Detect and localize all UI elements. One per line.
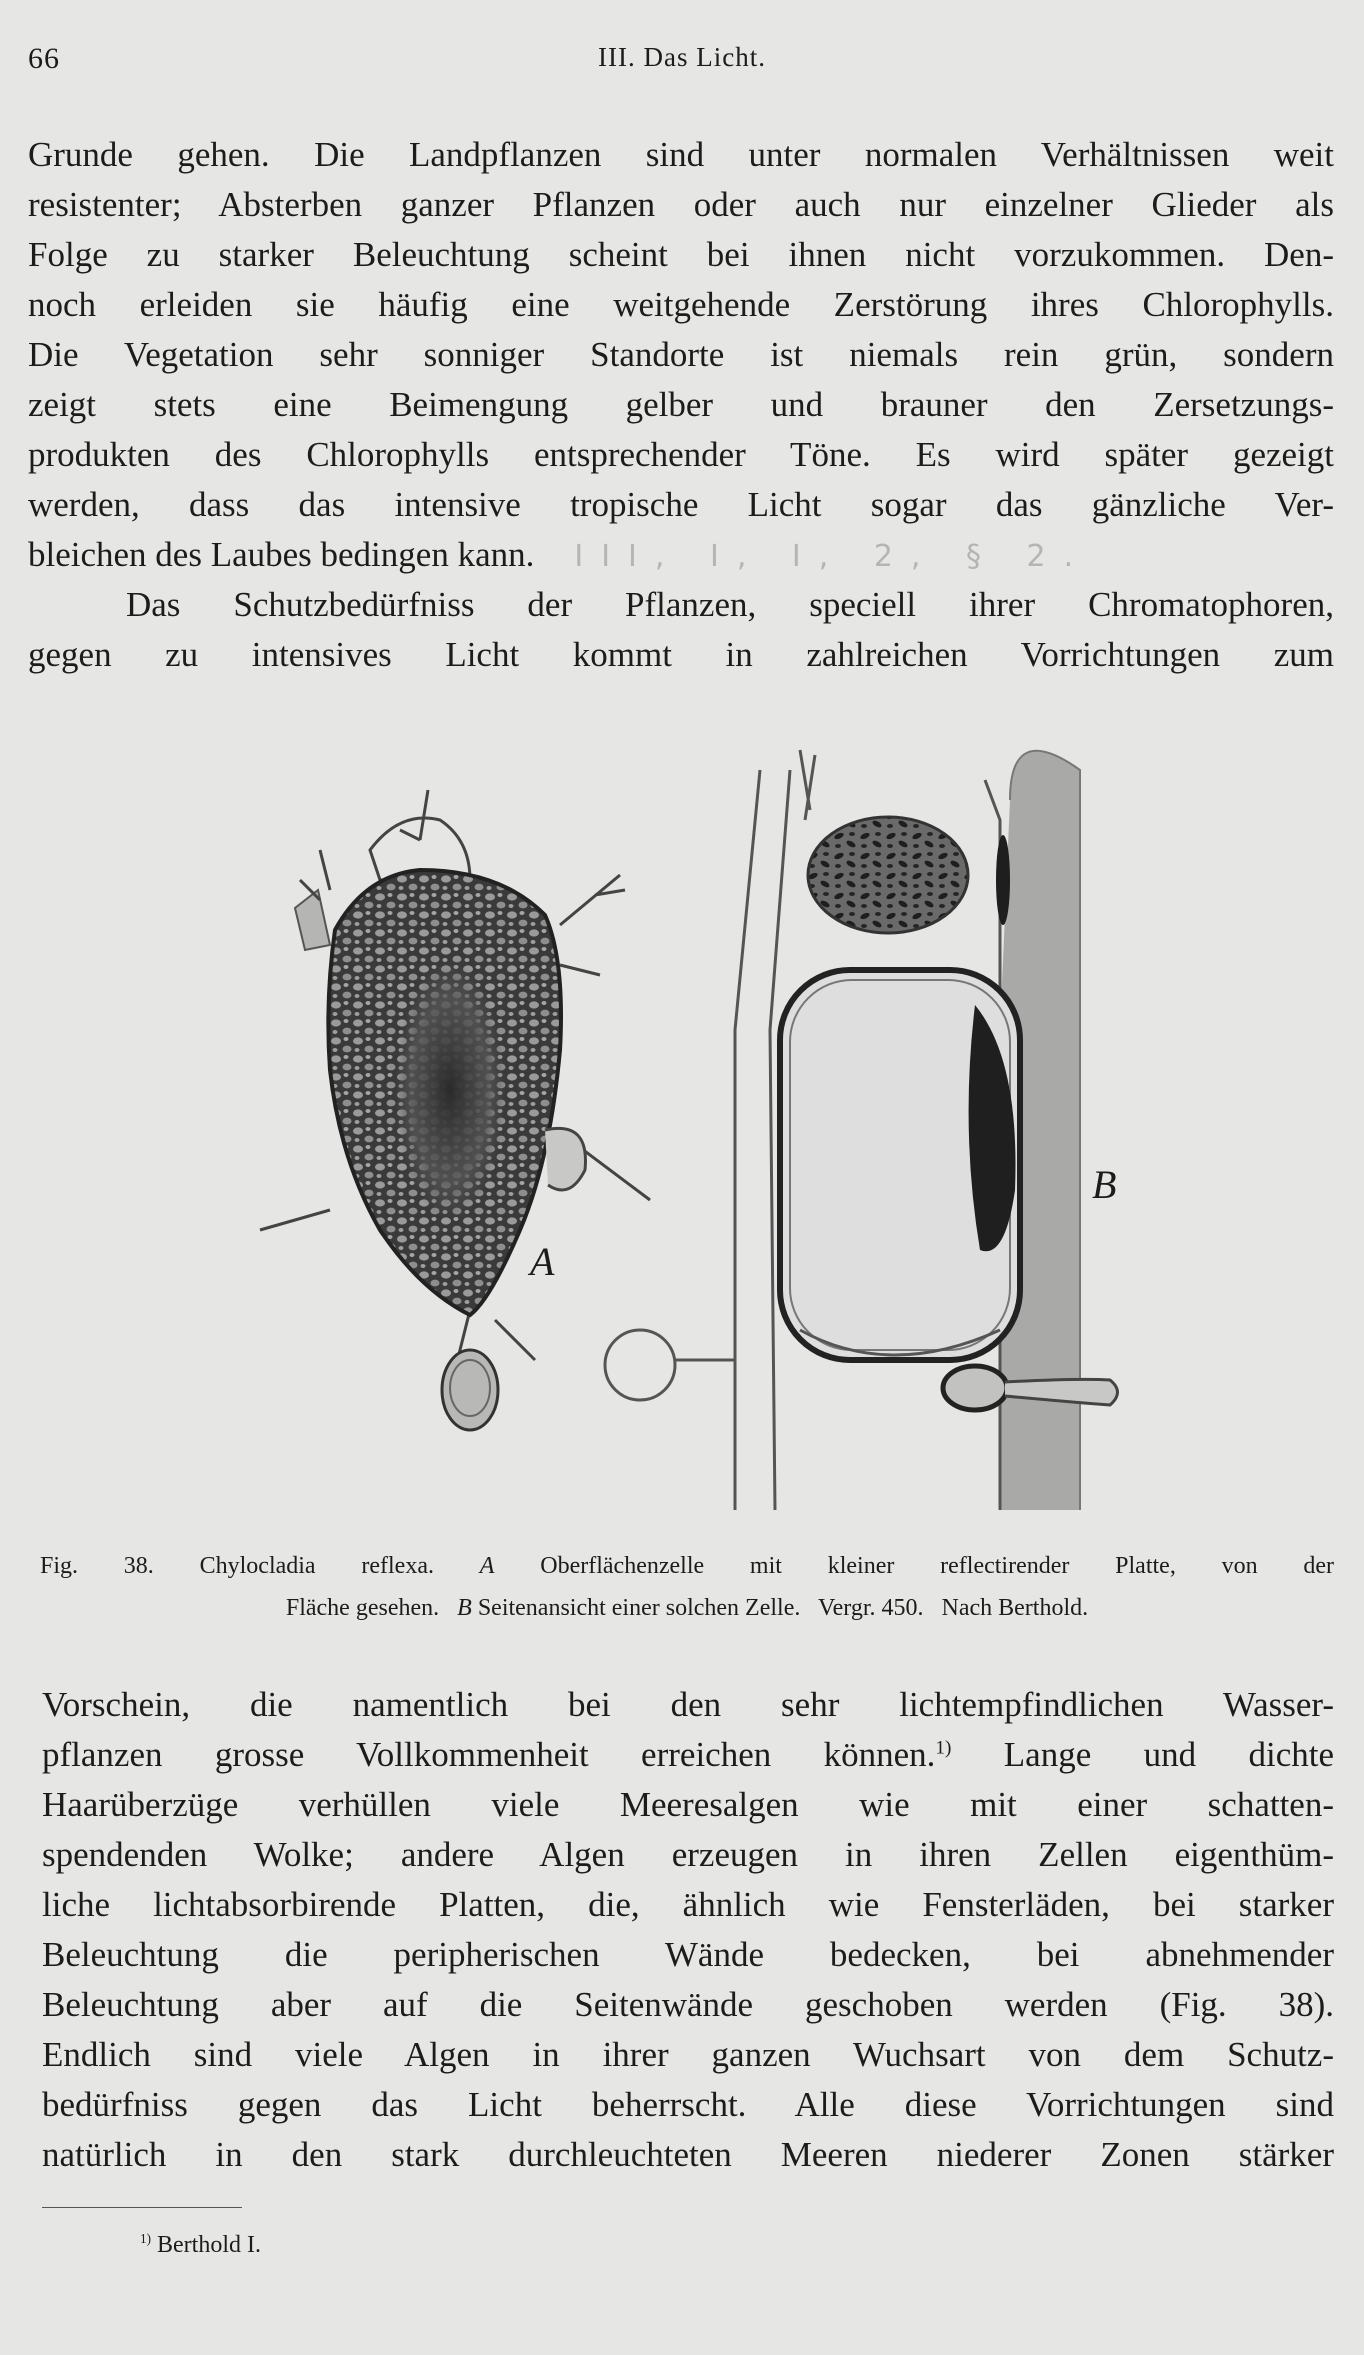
- caption-species: Chylocladia reflexa.: [199, 1553, 434, 1579]
- text-line: liche lichtabsorbirende Platten, die, ähnlich wie Fensterläden, bei starker: [42, 1885, 1334, 1924]
- footnote-ref: 1): [935, 1737, 952, 1759]
- text-line: Haarüberzüge verhüllen viele Meeresalgen wie mit einer schatten-: [42, 1785, 1334, 1824]
- caption-a-letter: A: [479, 1553, 495, 1579]
- caption-source: Nach Berthold.: [941, 1595, 1089, 1621]
- caption-magnification: Vergr. 450.: [817, 1595, 924, 1621]
- text-line: gegen zu intensives Licht kommt in zahlreichen Vorrichtungen zum: [28, 635, 1334, 674]
- footnote-divider: [42, 2207, 242, 2208]
- text-line: zeigt stets eine Beimengung gelber und brauner den Zersetzungs-: [28, 385, 1334, 424]
- text-line: Die Vegetation sehr sonniger Standorte ist niemals rein grün, sondern: [28, 335, 1334, 374]
- text-line: noch erleiden sie häufig eine weitgehende Zerstörung ihres Chlorophylls.: [28, 285, 1334, 324]
- paragraph-top: [28, 130, 1334, 680]
- text-line: Das Schutzbedürfniss der Pflanzen, speciell ihrer Chromatophoren,: [126, 585, 1334, 624]
- text-line: bedürfniss gegen das Licht beherrscht. Alle diese Vorrichtungen sind: [42, 2085, 1334, 2124]
- text-line: produkten des Chlorophylls entsprechender Töne. Es wird später gezeigt: [28, 435, 1334, 474]
- figure-38: [0, 730, 1364, 1530]
- caption-fig-label: Fig. 38.: [40, 1553, 154, 1579]
- text-line-content: bleichen des Laubes bedingen kann.: [28, 535, 535, 574]
- caption-b-text: Seitenansicht einer solchen Zelle.: [477, 1595, 801, 1621]
- footnote-text: Berthold I.: [157, 2232, 261, 2258]
- figure-caption: [40, 1545, 1334, 1629]
- page-number: 66: [28, 42, 60, 75]
- marginal-pencil-note: III, I, I, 2, § 2.: [574, 539, 1092, 574]
- caption-a-text: Oberflächenzelle mit kleiner reflectirender Platte, von der: [540, 1553, 1335, 1579]
- footnote: [140, 2232, 261, 2259]
- caption-line-2: [40, 1587, 1334, 1629]
- text-line: Folge zu starker Beleuchtung scheint bei ihnen nicht vorzukommen. Den-: [28, 235, 1334, 274]
- text-line: Endlich sind viele Algen in ihrer ganzen Wuchsart von dem Schutz-: [42, 2035, 1334, 2074]
- caption-a-text-2: Fläche gesehen.: [285, 1595, 440, 1621]
- figure-illustration: [0, 730, 1364, 1530]
- text-line: [28, 530, 1334, 580]
- text-line: werden, dass das intensive tropische Licht sogar das gänzliche Ver-: [28, 485, 1334, 524]
- footnote-marker: 1): [140, 2231, 151, 2246]
- text-line: Beleuchtung die peripherischen Wände bedecken, bei abnehmender: [42, 1935, 1334, 1974]
- caption-b-letter: B: [457, 1595, 472, 1621]
- text-line: spendenden Wolke; andere Algen erzeugen in ihren Zellen eigenthüm-: [42, 1835, 1334, 1874]
- cell-a-drawing: [260, 790, 650, 1430]
- text-line-part: Lange und dichte: [951, 1735, 1335, 1774]
- text-line: Beleuchtung aber auf die Seitenwände geschoben werden (Fig. 38).: [42, 1985, 1334, 2024]
- text-line: resistenter; Absterben ganzer Pflanzen oder auch nur einzelner Glieder als: [28, 185, 1334, 224]
- text-line-part: pflanzen grosse Vollkommenheit erreichen können.: [42, 1735, 936, 1774]
- caption-line-1: [40, 1545, 1334, 1587]
- page-header: [28, 42, 1336, 82]
- figure-label-a: A: [530, 1239, 555, 1284]
- text-line: natürlich in den stark durchleuchteten Meeren niederer Zonen stärker: [42, 2135, 1334, 2174]
- figure-label-b: B: [1092, 1162, 1117, 1207]
- text-line: Vorschein, die namentlich bei den sehr lichtempfindlichen Wasser-: [42, 1685, 1334, 1724]
- running-head: III. Das Licht.: [598, 42, 766, 72]
- paragraph-bottom: [42, 1680, 1334, 2180]
- text-line: [42, 1730, 1334, 1780]
- text-line: Grunde gehen. Die Landpflanzen sind unter normalen Verhältnissen weit: [28, 135, 1334, 174]
- cell-b-drawing: [605, 750, 1118, 1510]
